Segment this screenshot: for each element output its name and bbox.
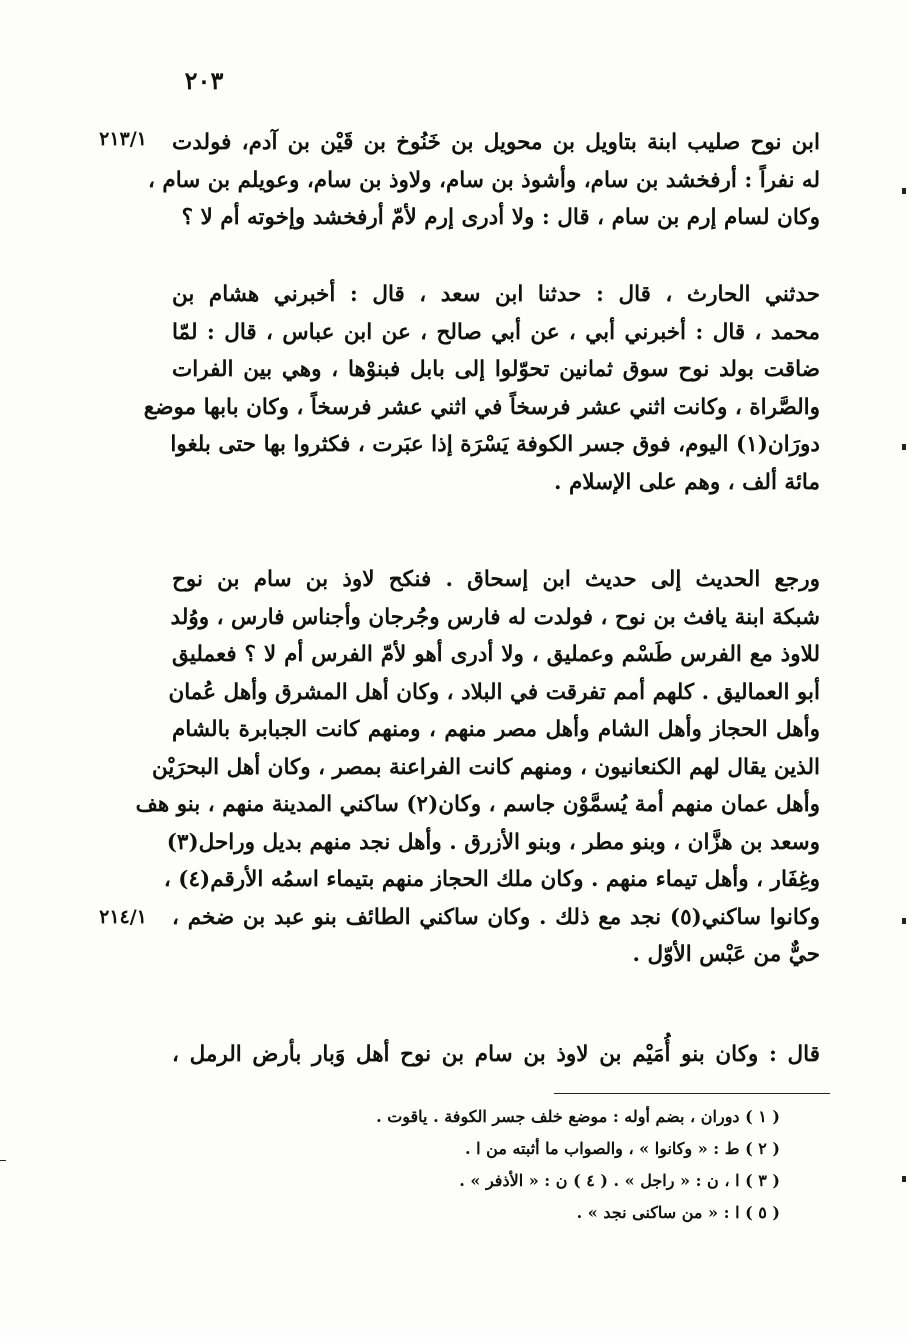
footnote: ( ٥ ) ا : « من ساكنى نجد » . xyxy=(576,1203,780,1222)
text-line: محمد ، قال : أخبرني أبي ، عن أبي صالح ، عن ابن عباس ، قال : لمّا xyxy=(172,319,820,345)
footnotes xyxy=(300,1101,780,1229)
margin-note-volume-page: ٢١٤/١ xyxy=(99,906,147,928)
margin-note-volume-page: ٢١٣/١ xyxy=(99,128,147,150)
text-line: وسعد بن هزَّان ، وبنو مطر ، وبنو الأزرق . وأهل نجد منهم بديل وراحل(٣) xyxy=(166,829,820,855)
text-line: وغِفَار ، وأهل تيماء منهم . وكان ملك الحجاز منهم بتيماء اسمُه الأرقم(٤) ، xyxy=(163,867,820,892)
text-line: ابن نوح صليب ابنة بتاويل بن محويل بن خَنُوخ بن قَيْن بن آدم، فولدت xyxy=(172,130,820,155)
text-line: وكانوا ساكني(٥) نجد مع ذلك . وكان ساكني الطائف بنو عبد بن ضخم ، xyxy=(172,904,820,930)
scan-mark xyxy=(902,918,906,924)
page-number: ٢٠٣ xyxy=(184,66,224,95)
footnote: ( ٣ ) ا ، ن : « راجل » . ( ٤ ) ن : « الأذفر » . xyxy=(459,1171,780,1190)
paragraph-umaym xyxy=(172,1036,820,1074)
text-line: وأهل عمان منهم أمة يُسمَّوْن جاسم ، وكان(٢) ساكني المدينة منهم ، بنو هف xyxy=(135,792,820,817)
scan-mark xyxy=(902,1176,906,1182)
text-line: قال : وكان بنو أُمَيْم بن لاوذ بن سام بن نوح أهل وَبار بأرض الرمل ، xyxy=(172,1042,820,1067)
text-line: ضاقت بولد نوح سوق ثمانين تحوّلوا إلى بابل فبنوْها ، وهي بين الفرات xyxy=(172,357,820,382)
text-line: حدثني الحارث ، قال : حدثنا ابن سعد ، قال : أخبرني هشام بن xyxy=(172,282,820,307)
footnote: ( ١ ) دوران ، بضم أوله : موضع خلف جسر الكوفة . ياقوت . xyxy=(376,1107,780,1126)
scan-mark xyxy=(902,444,906,450)
paragraph-genealogy-sam xyxy=(147,124,820,237)
paragraph-lawudh-descendants xyxy=(135,561,820,974)
text-line: شبكة ابنة يافث بن نوح ، فولدت له فارس وجُرجان وأجناس فارس ، ووُلد xyxy=(170,604,820,630)
text-line: وأهل الحجاز وأهل الشام وأهل مصر منهم ، ومنهم كانت الجبابرة بالشام xyxy=(172,717,820,742)
text-line: ورجع الحديث إلى حديث ابن إسحاق . فنكح لاوذ بن سام بن نوح xyxy=(172,567,820,592)
scan-mark xyxy=(0,1160,6,1161)
text-line: للاوذ مع الفرس طَسْم وعمليق ، ولا أدرى أهو لأمّ الفرس أم لا ؟ فعمليق xyxy=(172,642,820,667)
text-line: الذين يقال لهم الكنعانيون ، ومنهم كانت الفراعنة بمصر ، وكان أهل البحرَيْن xyxy=(152,754,820,780)
text-line: أبو العماليق . كلهم أمم تفرقت في البلاد ، وكان أهل المشرق وأهل عُمان xyxy=(168,679,820,705)
text-line: والصَّراة ، وكانت اثني عشر فرسخاً في اثني عشر فرسخاً ، وكان بابها موضع xyxy=(143,394,820,420)
scan-mark xyxy=(902,188,906,194)
text-line: له نفراً : أرفخشد بن سام، وأشوذ بن سام، ولاوذ بن سام، وعويلم بن سام ، xyxy=(147,167,820,193)
text-line: وكان لسام إرم بن سام ، قال : ولا أدرى إرم لأمّ أرفخشد وإخوته أم لا ؟ xyxy=(181,205,820,230)
text-line: دورَان(١) اليوم، فوق جسر الكوفة يَسْرَة إذا عبَرت ، فكثروا بها حتى بلغوا xyxy=(170,432,820,457)
footnote-divider xyxy=(554,1093,830,1094)
paragraph-babel xyxy=(143,276,820,501)
text-line: حيٌّ من عَبْس الأوّل . xyxy=(632,942,820,967)
footnote: ( ٢ ) ط : « وكانوا » ، والصواب ما أثبته من ا . xyxy=(464,1139,780,1158)
text-line: مائة ألف ، وهم على الإسلام . xyxy=(554,469,820,495)
